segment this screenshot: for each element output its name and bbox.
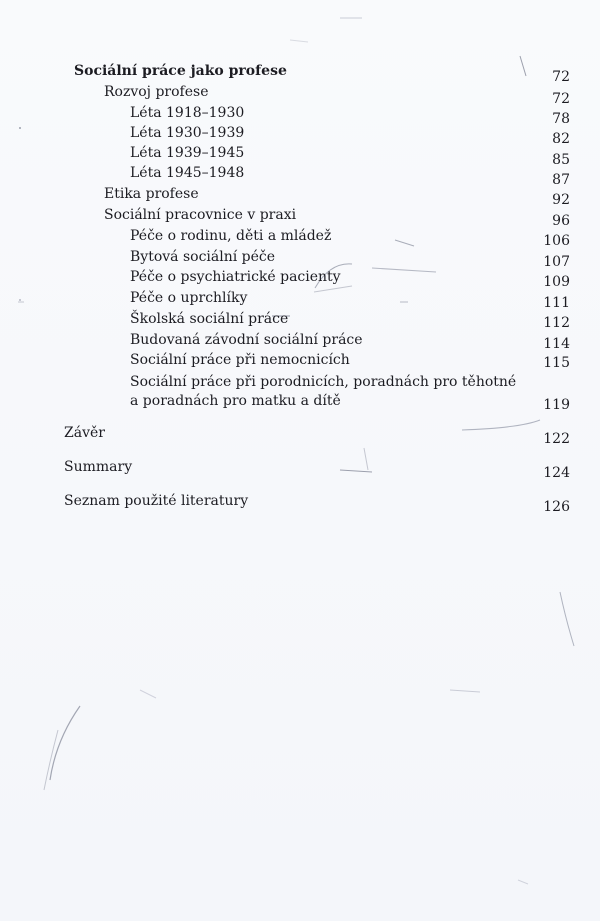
toc-entry-title: Sociální práce při nemocnicích <box>130 352 350 368</box>
toc-entry-title: Léta 1918–1930 <box>130 105 245 121</box>
toc-entry-title: Péče o uprchlíky <box>130 290 248 306</box>
toc-entry-title: Školská sociální práce <box>130 311 289 327</box>
toc-entry-page-number: 109 <box>543 274 570 290</box>
toc-entry-page-number: 122 <box>543 431 570 447</box>
toc-entry-page-number: 96 <box>552 213 570 229</box>
toc-entry-page-number: 72 <box>552 69 570 85</box>
toc-entry-page-number: 119 <box>543 397 570 413</box>
toc-entry-title: a poradnách pro matku a dítě <box>130 393 341 409</box>
toc-entry-title: Závěr <box>64 425 105 441</box>
toc-entry-page-number: 106 <box>543 233 570 249</box>
toc-entry-page-number: 114 <box>543 336 570 352</box>
toc-entry-title: Léta 1939–1945 <box>130 145 245 161</box>
toc-entry-page-number: 124 <box>543 465 570 481</box>
toc-entry-page-number: 85 <box>552 152 570 168</box>
toc-entry-title: Etika profese <box>104 186 199 202</box>
toc-entry-title: Bytová sociální péče <box>130 249 276 265</box>
toc-entry-page-number: 112 <box>543 315 570 331</box>
toc-entry-title: Seznam použité literatury <box>64 493 249 509</box>
toc-entry-title: Budovaná závodní sociální práce <box>130 332 363 348</box>
toc-entry-page-number: 72 <box>552 91 570 107</box>
toc-entry-page-number: 78 <box>552 111 570 127</box>
toc-entry-page-number: 92 <box>552 192 570 208</box>
toc-entry-page-number: 115 <box>543 355 570 371</box>
toc-entry-title: Sociální pracovnice v praxi <box>104 207 297 223</box>
toc-entry-page-number: 126 <box>543 499 570 515</box>
toc-entry-title: Sociální práce jako profese <box>74 63 287 79</box>
toc-entry-page-number: 111 <box>543 295 570 311</box>
toc-entry-title: Sociální práce při porodnicích, poradnách pro těhotné <box>130 374 517 390</box>
toc-entry-title: Léta 1945–1948 <box>130 165 245 181</box>
toc-entry-title: Summary <box>64 459 133 475</box>
toc-entry-title: Péče o psychiatrické pacienty <box>130 269 341 285</box>
toc-entry-page-number: 107 <box>543 254 570 270</box>
toc-entry-title: Léta 1930–1939 <box>130 125 245 141</box>
toc-entry-title: Rozvoj profese <box>104 84 209 100</box>
toc-entry-page-number: 87 <box>552 172 570 188</box>
toc-entry-page-number: 82 <box>552 131 570 147</box>
toc-entry-title: Péče o rodinu, děti a mládež <box>130 228 332 244</box>
